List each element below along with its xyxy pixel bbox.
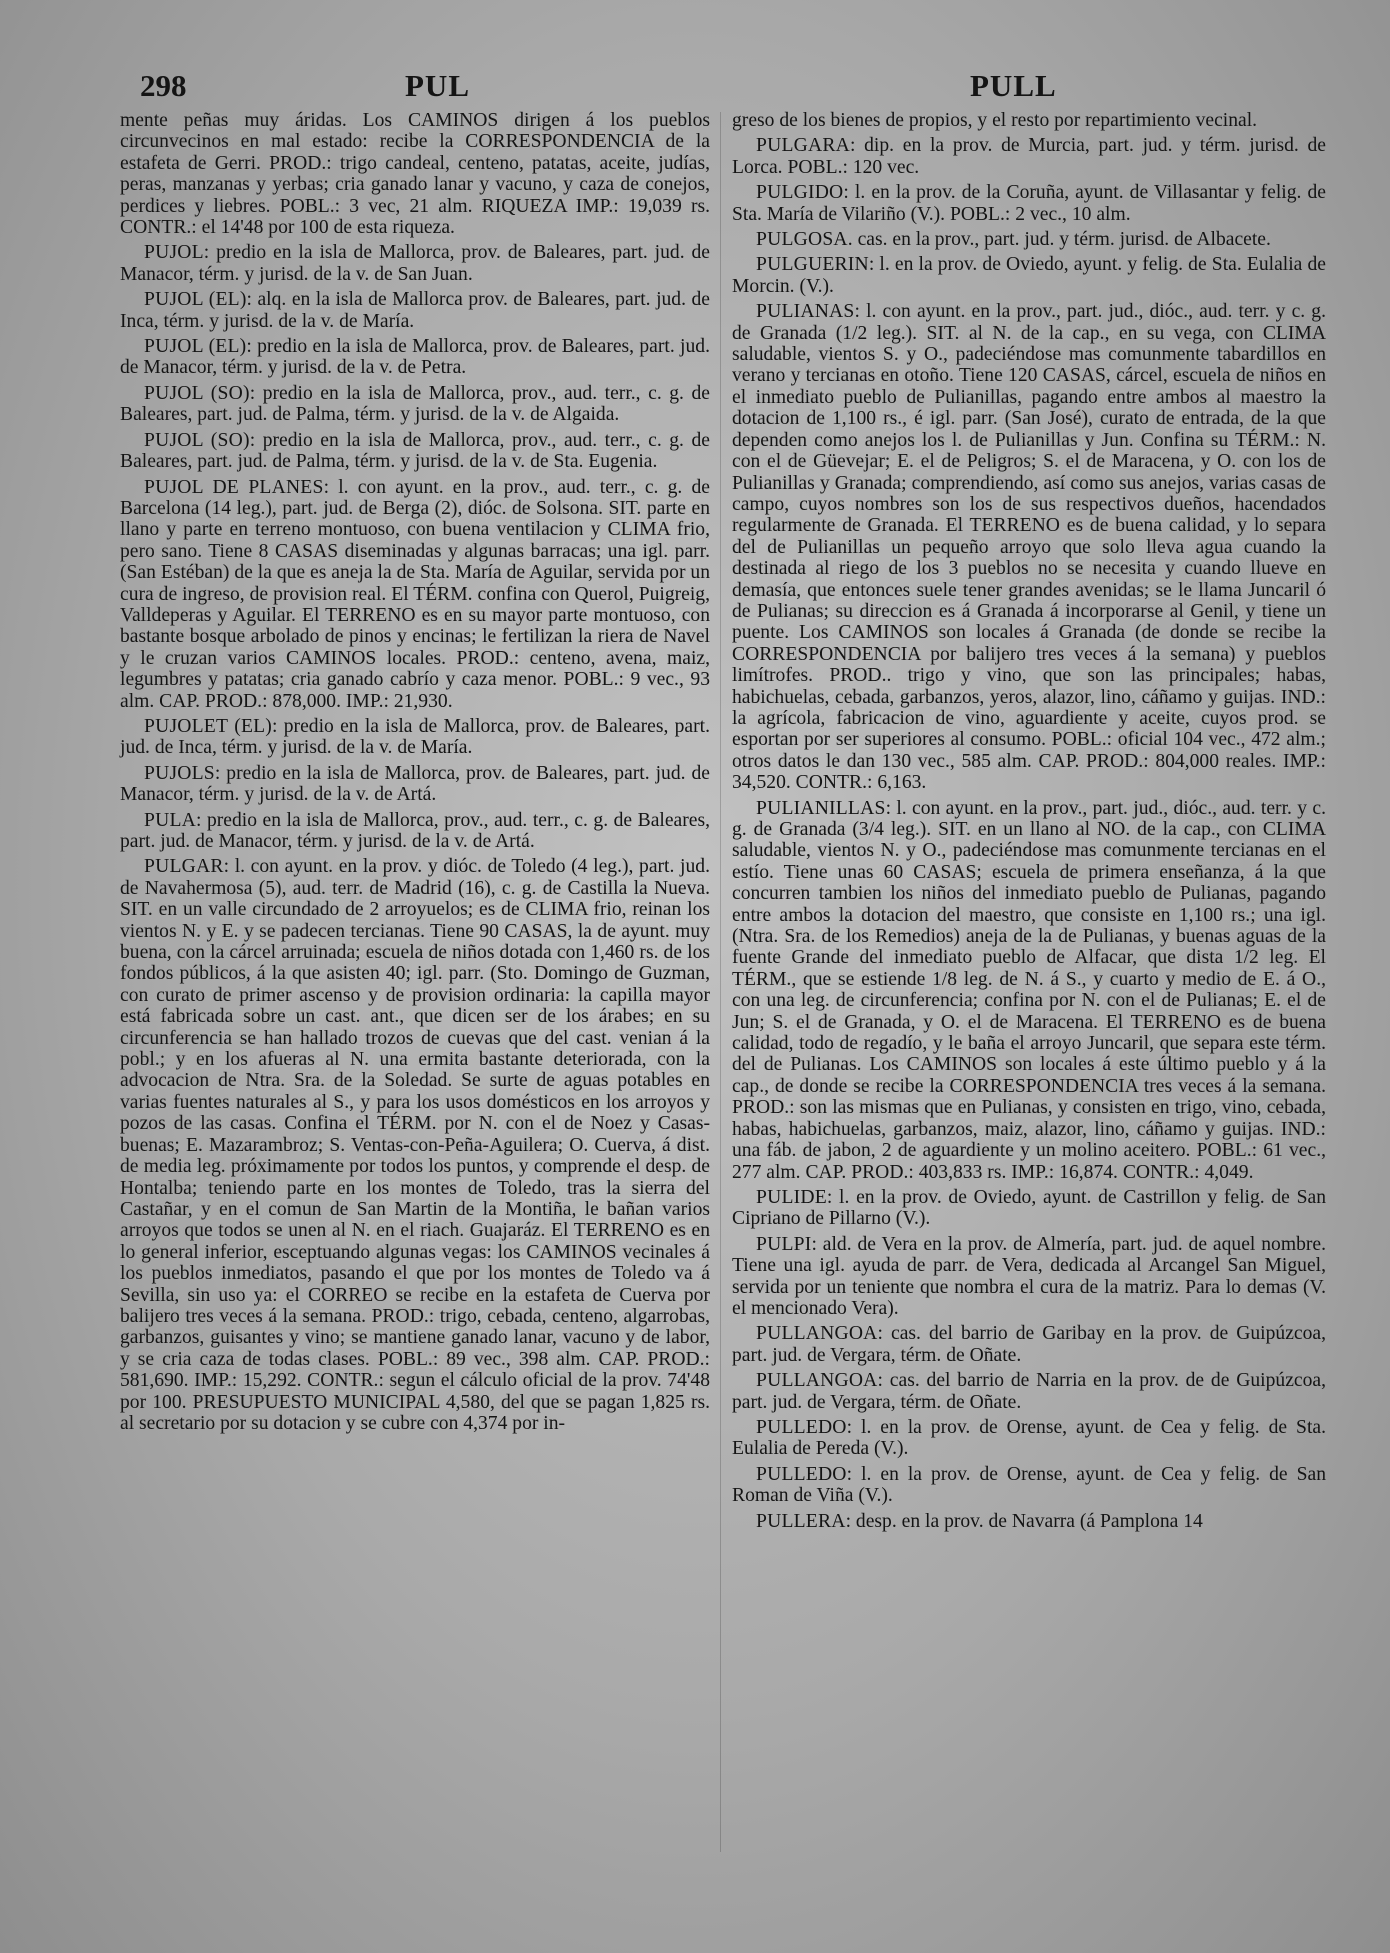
dictionary-entry xyxy=(732,1234,1326,1320)
entry-headword: PULLANGOA xyxy=(756,1323,878,1345)
entry-headword: PUJOL xyxy=(144,242,204,264)
entry-text: : l. con ayunt. en la prov. y dióc. de Toledo (4 leg.), part. jud. de Navahermosa (5), aud. terr. de Madrid (16), c. g. de Castilla la Nueva. SIT. en un valle circundado de 2 arroyuelos; es de CLIMA frio, reinan los vientos N. y E. y se padecen tercianas. Tiene 90 CASAS, la de ayunt. muy buena, con la cárcel arruinada; escuela de niños dotada con 1,460 rs. de los fondos públicos, á la que asisten 40; igl. parr. (Sto. Domingo de Guzman, con curato de primer ascenso y de provision ordinaria: la capilla mayor está fabricada sobre un cast. ant., que dicen ser de los árabes; en su circunferencia se han hallado trozos de cuevas que del cast. venian á la pobl.; y en los afueras al N. una ermita bastante deteriorada, con la advocacion de Ntra. Sra. de la Soledad. Se surte de aguas potables en varias fuentes naturales al S., y para los usos domésticos en los arroyos y pozos de las casas. Confina el TÉRM. por N. con el de Noez y Casas-buenas; E. Mazarambroz; S. Ventas-con-Peña-Aguilera; O. Cuerva, á dist. de media leg. próximamente por todos los puntos, y comprende el desp. de Hontalba; teniendo parte en los montes de Toledo, tras la sierra del Castañar, y en el comun de San Martin de la Montiña, le bañan varios arroyos que todos se unen al N. en el riach. Guajaráz. El TERRENO es en lo general inferior, esceptuando algunas vegas: los CAMINOS vecinales á los pueblos inmediatos, pasando el que por los montes de Toledo va á Sevilla, sin uso ya: el CORREO se recibe en la estafeta de Cuerva por balijero tres veces á la semana. PROD.: trigo, cebada, centeno, algarrobas, garbanzos, guisantes y vino; se mantiene ganado lanar, vacuno y de labor, y se cria caza de todas clases. POBL.: 89 vec., 398 alm. CAP. PROD.: 581,690. IMP.: 15,292. CONTR.: segun el cálculo oficial de la prov. 74'48 por 100. PRESUPUESTO MUNICIPAL 4,580, del que se pagan 1,825 rs. al secretario por su dotacion y se cubre con 4,374 por in- xyxy=(120,856,710,1434)
entry-text: : predio en la isla de Mallorca, prov., aud. terr., c. g. de Baleares, part. jud. de Palma, térm. y jurisd. de la v. de Algaida. xyxy=(120,382,710,426)
dictionary-entry xyxy=(732,798,1326,1183)
entry-headword: PULLEDO xyxy=(756,1416,847,1438)
continued-entry xyxy=(732,110,1326,131)
dictionary-entry xyxy=(120,856,710,1434)
entry-text: : dip. en la prov. de Murcia, part. jud. y térm. jurisd. de Lorca. POBL.: 120 vec. xyxy=(732,135,1326,178)
entry-text: : l. en la prov. de Orense, ayunt. de Cea y felig. de San Roman de Viña (V.). xyxy=(732,1463,1326,1507)
entry-headword: PUJOL (SO) xyxy=(144,382,250,404)
entry-headword: PUJOL DE PLANES xyxy=(144,476,324,498)
entry-headword: PULGARA xyxy=(756,135,850,157)
dictionary-entry xyxy=(732,229,1326,250)
entry-text: : l. en la prov. de Oviedo, ayunt. de Castrillon y felig. de San Cipriano de Pillarno (V.). xyxy=(732,1186,1326,1230)
entry-text: mente peñas muy áridas. Los CAMINOS dirigen á los pueblos circunvecinos en mal estado: recibe la CORRESPONDENCIA de la estafeta de Gerri. PROD.: trigo candeal, centeno, patatas, aceite, judías, peras, manzanas y yerbas; cria ganado lanar y vacuno, y caza de conejos, perdices y liebres. POBL.: 3 vec, 21 alm. RIQUEZA IMP.: 19,039 rs. CONTR.: el 14'48 por 100 de esta riqueza. xyxy=(120,110,710,239)
entry-text: : l. en la prov. de Oviedo, ayunt. y felig. de Sta. Eulalia de Morcin. (V.). xyxy=(732,254,1326,297)
right-running-head: PULL xyxy=(970,68,1057,103)
entry-headword: PULIANILLAS xyxy=(756,797,886,819)
entry-text: : l. con ayunt. en la prov., part. jud., dióc., aud. terr. y c. g. de Granada (3/4 leg.). SIT. en un llano al NO. de la cap., con CLIMA saludable, vientos N. y O., padeciéndose mas comunmente tercianas en el estío. Tiene unas 60 CASAS; escuela de primera enseñanza, á la que concurren tambien los niños del inmediato pueblo de Pulianas, pagando entre ambos la dotacion del maestro, que consiste en 1,100 rs.; una igl. (Ntra. Sra. de los Remedios) aneja de la de Pulianas, y buenas aguas de la fuente Grande del inmediato pueblo de Alfacar, que dista 1/2 leg. El TÉRM., que se estiende 1/8 leg. de N. á S., y cuarto y medio de E. á O., con una leg. de circunferencia; confina por N. con el de Pulianas; E. el de Jun; S. el de Granada, y O. el de Maracena. El TERRENO es de buena calidad, todo de regadío, y le baña el arroyo Juncaril, que separa este térm. del de Pulianas. Los CAMINOS son locales á este último pueblo y á la cap., de donde se recibe la CORRESPONDENCIA tres veces á la semana. PROD.: son las mismas que en Pulianas, y consisten en trigo, vino, cebada, habas, habichuelas, garbanzos, maiz, alazor, lino, cáñamo y guijas. IND.: una fáb. de jabon, 2 de aguardiente y un molino aceitero. POBL.: 61 vec., 277 alm. CAP. PROD.: 403,833 rs. IMP.: 16,874. CONTR.: 4,049. xyxy=(732,797,1326,1183)
column-divider xyxy=(720,112,721,1852)
entry-headword: PULGUERIN xyxy=(756,254,869,276)
entry-headword: PUJOLS xyxy=(144,762,215,784)
entry-headword: PULGIDO xyxy=(756,182,844,204)
entry-text: : cas. del barrio de Garibay en la prov. de Guipúzcoa, part. jud. de Vergara, térm. de Oñate. xyxy=(732,1323,1326,1366)
left-column xyxy=(120,110,710,1438)
entry-text: : predio en la isla de Mallorca, prov., aud. terr., c. g. de Baleares, part. jud. de Manacor, térm. y jurisd. de la v. de Artá. xyxy=(120,809,710,852)
dictionary-entry xyxy=(732,1323,1326,1366)
entry-headword: PULPI xyxy=(756,1233,812,1255)
entry-text: : predio en la isla de Mallorca, prov. de Baleares, part. jud. de Manacor, térm. y jurisd. de la v. de Petra. xyxy=(120,336,710,379)
dictionary-entry xyxy=(732,1370,1326,1413)
dictionary-entry xyxy=(732,135,1326,178)
dictionary-entry xyxy=(732,1464,1326,1507)
entry-headword: PULIDE xyxy=(756,1186,827,1208)
dictionary-entry xyxy=(120,289,710,332)
entry-text: : predio en la isla de Mallorca, prov., aud. terr., c. g. de Baleares, part. jud. de Palma, térm. y jurisd. de la v. de Sta. Eugenia. xyxy=(120,429,710,473)
dictionary-entry xyxy=(120,242,710,285)
entry-headword: PULLERA xyxy=(756,1510,846,1532)
entry-text: : alq. en la isla de Mallorca prov. de Baleares, part. jud. de Inca, térm. y jurisd. de la v. de María. xyxy=(120,289,710,332)
entry-text: greso de los bienes de propios, y el resto por repartimiento vecinal. xyxy=(732,110,1258,131)
entry-headword: PULLEDO xyxy=(756,1463,847,1485)
entry-headword: PUJOL (EL) xyxy=(144,289,247,311)
dictionary-entry xyxy=(732,1417,1326,1460)
entry-text: : predio en la isla de Mallorca, prov. de Baleares, part. jud. de Manacor, térm. y jurisd. de la v. de San Juan. xyxy=(120,242,710,285)
entry-text: : predio en la isla de Mallorca, prov. de Baleares, part. jud. de Inca, térm. y jurisd. de la v. de María. xyxy=(120,715,710,759)
continued-entry xyxy=(120,110,710,238)
entry-headword: PUJOL (EL) xyxy=(144,336,247,358)
dictionary-entry xyxy=(732,1511,1326,1532)
entry-text: : l. con ayunt. en la prov., aud. terr., c. g. de Barcelona (14 leg.), part. jud. de Berga (2), dióc. de Solsona. SIT. parte en llano y parte en terreno montuoso, con buena ventilacion y CLIMA frio, pero sano. Tiene 8 CASAS diseminadas y algunas barracas; una igl. parr. (San Estéban) de la que es aneja la de Sta. María de Aguilar, servida por un cura de ingreso, de provision real. El TÉRM. confina con Querol, Puigreig, Valldeperas y Aguilar. El TERRENO es en su mayor parte montuoso, con bastante bosque arbolado de pinos y encinas; le fertilizan la riera de Navel y le cruzan varios CAMINOS locales. PROD.: centeno, avena, maiz, legumbres y patatas; cria ganado cabrío y caza menor. POBL.: 9 vec., 93 alm. CAP. PROD.: 878,000. IMP.: 21,930. xyxy=(120,476,710,712)
entry-text: : cas. del barrio de Narria en la prov. de de Guipúzcoa, part. jud. de Vergara, térm. de Oñate. xyxy=(732,1370,1326,1413)
dictionary-entry xyxy=(732,182,1326,225)
entry-headword: PUJOL (SO) xyxy=(144,429,250,451)
right-column xyxy=(732,110,1326,1536)
entry-text: : l. en la prov. de la Coruña, ayunt. de Villasantar y felig. de Sta. María de Vilariño (V.). POBL.: 2 vec., 10 alm. xyxy=(732,182,1326,225)
dictionary-entry xyxy=(120,477,710,712)
dictionary-entry xyxy=(120,716,710,759)
dictionary-entry xyxy=(120,763,710,806)
dictionary-entry xyxy=(732,301,1326,793)
entry-text: : ald. de Vera en la prov. de Almería, part. jud. de aquel nombre. Tiene una igl. ayuda de parr. de Vera, dedicada al Arcangel San Miguel, servida por un teniente que nombra el cura de la matriz. Para lo demas (V. el mencionado Vera). xyxy=(732,1233,1326,1319)
entry-headword: PULGOSA xyxy=(756,229,848,251)
dictionary-entry xyxy=(732,254,1326,297)
entry-text: : l. con ayunt. en la prov., part. jud., dióc., aud. terr. y c. g. de Granada (1/2 leg.). SIT. al N. de la cap., en su vega, con CLIMA saludable, vientos S. y O., padeciéndose mas comunmente tabardillos en verano y tercianas en otoño. Tiene 120 CASAS, cárcel, escuela de niños en el inmediato pueblo de Pulianillas, pagando entre ambos al maestro la dotacion de 1,100 rs., é igl. parr. (San José), curato de entrada, de la que dependen como anejos los l. de Pulianillas y Jun. Confina su TÉRM.: N. con el de Güevejar; E. el de Peligros; S. el de Maracena, y O. con los de Pulianillas y Granada; comprendiendo, así como sus anejos, varias casas de campo, cuyos nombres son los de sus respectivos dueños, hacendados regularmente de Granada. El TERRENO es de buena calidad, y lo separa del de Pulianillas un pequeño arroyo que solo lleva agua cuando la destinada al riego de los 3 pueblos no se necesita y cuando llueve en demasía, que entonces suele tener grandes avenidas; se le llama Juncaril ó de Pulianas; su direccion es á Granada á incorporarse al Genil, y tiene un puente. Los CAMINOS son locales á Granada (de donde se recibe la CORRESPONDENCIA por balijero tres veces á la semana) y pueblos limítrofes. PROD.. trigo y vino, que son las principales; habas, habichuelas, cebada, garbanzos, yeros, alazor, lino, cáñamo y guijas. IND.: la agrícola, fabricacion de vino, aguardiente y aceite, cuyos prod. se esportan por ser superiores al consumo. POBL.: oficial 104 vec., 472 alm.; otros datos le dan 130 vec., 585 alm. CAP. PROD.: 804,000 reales. IMP.: 34,520. CONTR.: 6,163. xyxy=(732,301,1326,794)
running-head xyxy=(140,62,1330,106)
dictionary-entry xyxy=(120,430,710,473)
entry-text: : l. en la prov. de Orense, ayunt. de Cea y felig. de Sta. Eulalia de Pereda (V.). xyxy=(732,1416,1326,1460)
dictionary-entry xyxy=(120,336,710,379)
dictionary-entry xyxy=(732,1187,1326,1230)
dictionary-entry xyxy=(120,810,710,853)
entry-headword: PUJOLET (EL) xyxy=(144,715,273,737)
dictionary-entry xyxy=(120,383,710,426)
entry-headword: PULA xyxy=(144,809,196,831)
entry-headword: PULGAR xyxy=(144,856,224,878)
page-number: 298 xyxy=(140,68,187,103)
left-running-head: PUL xyxy=(405,68,470,103)
entry-headword: PULLANGOA xyxy=(756,1370,878,1392)
entry-headword: PULIANAS xyxy=(756,301,855,323)
entry-text: . cas. en la prov., part. jud. y térm. jurisd. de Albacete. xyxy=(847,229,1271,251)
entry-text: : predio en la isla de Mallorca, prov. de Baleares, part. jud. de Manacor, térm. y jurisd. de la v. de Artá. xyxy=(120,762,710,806)
entry-text: : desp. en la prov. de Navarra (á Pamplona 14 xyxy=(845,1510,1203,1532)
